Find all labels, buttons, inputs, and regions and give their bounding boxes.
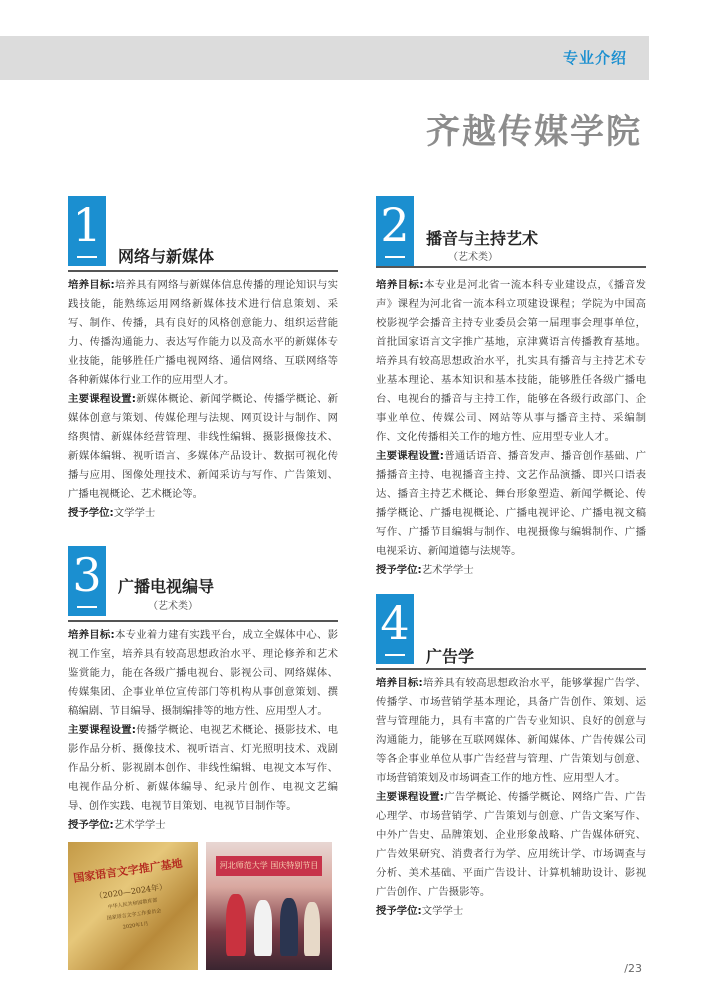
guest-figure — [280, 898, 298, 956]
header-label: 专业介绍 — [562, 49, 627, 67]
section-number-badge — [68, 546, 106, 616]
section-number: 2 — [380, 198, 410, 252]
section-body — [68, 626, 338, 835]
section-number-badge — [68, 196, 106, 266]
courses-text: 广告学概论、传播学概论、网络广告、广告心理学、市场营销学、广告策划与创意、广告文案写作、中外广告史、品牌策划、企业形象战略、广告媒体研究、广告效果研究、消费者行为学、应用统计学、市场调查与分析、美术基础、平面广告设计、计算机辅助设计、影视广告创作、广告摄影等。 — [376, 791, 647, 898]
goal-label: 培养目标: — [376, 279, 424, 291]
photo-strip — [68, 842, 332, 970]
degree-text: 艺术学学士 — [421, 564, 474, 576]
goal-text: 本专业着力建有实践平台，成立全媒体中心、影视工作室，培养具有较高思想政治水平、理论修养和艺术鉴赏能力，能在各级广播电视台、影视公司、网络媒体、传媒集团、企事业单位宣传部门等机构从事创意策划、撰稿编剧、节目编导、摄制编排等的地方性、应用型人才。 — [68, 629, 339, 717]
presenter-figure — [226, 894, 246, 956]
college-title: 齐越传媒学院 — [426, 112, 642, 152]
section-rule — [376, 668, 646, 670]
degree-label: 授予学位: — [68, 507, 114, 519]
degree-label: 授予学位: — [68, 819, 114, 831]
section-subtitle: （艺术类） — [448, 252, 498, 263]
section-number-badge — [376, 196, 414, 266]
section-title: 网络与新媒体 — [118, 247, 215, 266]
section-body — [376, 276, 646, 580]
section-rule — [68, 270, 338, 272]
section-title: 广播电视编导 — [118, 577, 215, 596]
degree-text: 文学学士 — [113, 507, 156, 519]
degree-text: 文学学士 — [421, 905, 464, 917]
goal-label: 培养目标: — [376, 677, 423, 689]
courses-label: 主要课程设置: — [68, 724, 136, 736]
goal-text: 培养具有较高思想政治水平，能够掌握广告学、传播学、市场营销学基本理论，具备广告创作、策划、运营与管理能力，具有丰富的广告专业知识、良好的创意与沟通能力，能够在互联网媒体、新闻媒体、广告传媒公司等各企事业单位从事广告经营与管理、广告策划与创意、市场营销策划及市场调查工作的地方性、应用型人才。 — [376, 677, 647, 784]
section-number: 1 — [72, 198, 102, 252]
section-rule — [68, 620, 338, 622]
courses-text: 普通话语音、播音发声、播音创作基础、广播播音主持、电视播音主持、文艺作品演播、即兴口语表达、播音主持艺术概论、舞台形象塑造、新闻学概论、传播学概论、广播电视概论、广播电视评论、广播电视文稿写作、广播节目编辑与制作、电视摄像与编辑制作、广播电视采访、新闻道德与法规等。 — [376, 450, 647, 557]
goal-text: 培养具有网络与新媒体信息传播的理论知识与实践技能，能熟练运用网络新媒体技术进行信息策划、采写、制作、传播，具有良好的风格创意能力、组织运营能力、传播沟通能力、表达写作能力以及高水平的新媒体专业技能，能够胜任广播电视网络、通信网络、互联网络等各种新媒体行业工作的应用型人才。 — [68, 279, 339, 386]
badge-underline — [77, 606, 97, 608]
degree-label: 授予学位: — [376, 905, 422, 917]
tv-studio-photo — [206, 842, 332, 970]
courses-text: 新媒体概论、新闻学概论、传播学概论、新媒体创意与策划、传媒伦理与法规、网页设计与制作、网络舆情、新媒体经营管理、非线性编辑、摄影摄像技术、新媒体编辑、视听语言、多媒体产品设计、数据可视化传播与应用、图像处理技术、新闻采访与写作、广告策划、广播电视概论、艺术概论等。 — [68, 393, 339, 500]
section-number: 3 — [72, 548, 102, 602]
courses-label: 主要课程设置: — [68, 393, 136, 405]
section-subtitle: （艺术类） — [148, 601, 198, 612]
badge-underline — [385, 256, 405, 258]
goal-label: 培养目标: — [68, 279, 115, 291]
section-title: 播音与主持艺术 — [426, 229, 539, 248]
section-body — [376, 674, 646, 921]
badge-underline — [77, 256, 97, 258]
page-number: /23 — [624, 962, 642, 975]
section-body — [68, 276, 338, 523]
courses-label: 主要课程设置: — [376, 791, 444, 803]
guest-figure — [254, 900, 272, 956]
courses-text: 传播学概论、电视艺术概论、摄影技术、电影作品分析、摄像技术、视听语言、灯光照明技术、戏剧作品分析、影视剧本创作、非线性编辑、电视文本写作、电视作品分析、新媒体编导、纪录片创作、电视文艺编导、创作实践、电视节目策划、电视节目制作等。 — [68, 724, 339, 812]
header-band — [0, 36, 649, 80]
courses-label: 主要课程设置: — [376, 450, 444, 462]
goal-text: 本专业是河北省一流本科专业建设点，《播音发声》课程为河北省一流本科立项建设课程；学院为中国高校影视学会播音主持专业委员会第一届理事会理事单位，首批国家语言文字推广基地，京津冀语言传播教育基地。培养具有较高思想政治水平，扎实具有播音与主持艺术专业基本理论、基本知识和基本技能，能够胜任各级广播电台、电视台的播音与主持工作，能够在各级行政部门、企事业单位、传媒公司、网站等从事与播音主持、采编制作、文化传播相关工作的地方性、应用型专业人才。 — [376, 279, 646, 443]
goal-label: 培养目标: — [68, 629, 115, 641]
plaque-inscription — [70, 855, 195, 960]
guest-figure — [304, 902, 320, 956]
degree-label: 授予学位: — [376, 564, 422, 576]
plaque-org-2: 国家语言文字工作委员会 — [106, 908, 162, 922]
plaque-date: 2020年1月 — [122, 921, 149, 931]
section-title: 广告学 — [426, 647, 475, 666]
plaque-years: （2020—2024年） — [94, 882, 168, 902]
section-rule — [376, 266, 646, 268]
plaque-org-1: 中华人民共和国教育部 — [107, 897, 158, 911]
section-number-badge — [376, 594, 414, 664]
studio-banner: 河北师范大学 国庆特别节目 — [216, 856, 322, 876]
plaque-main-text: 国家语言文字推广基地 — [72, 856, 184, 885]
degree-text: 艺术学学士 — [113, 819, 166, 831]
language-base-plaque-photo — [68, 842, 198, 970]
section-number: 4 — [380, 596, 410, 650]
badge-underline — [385, 654, 405, 656]
